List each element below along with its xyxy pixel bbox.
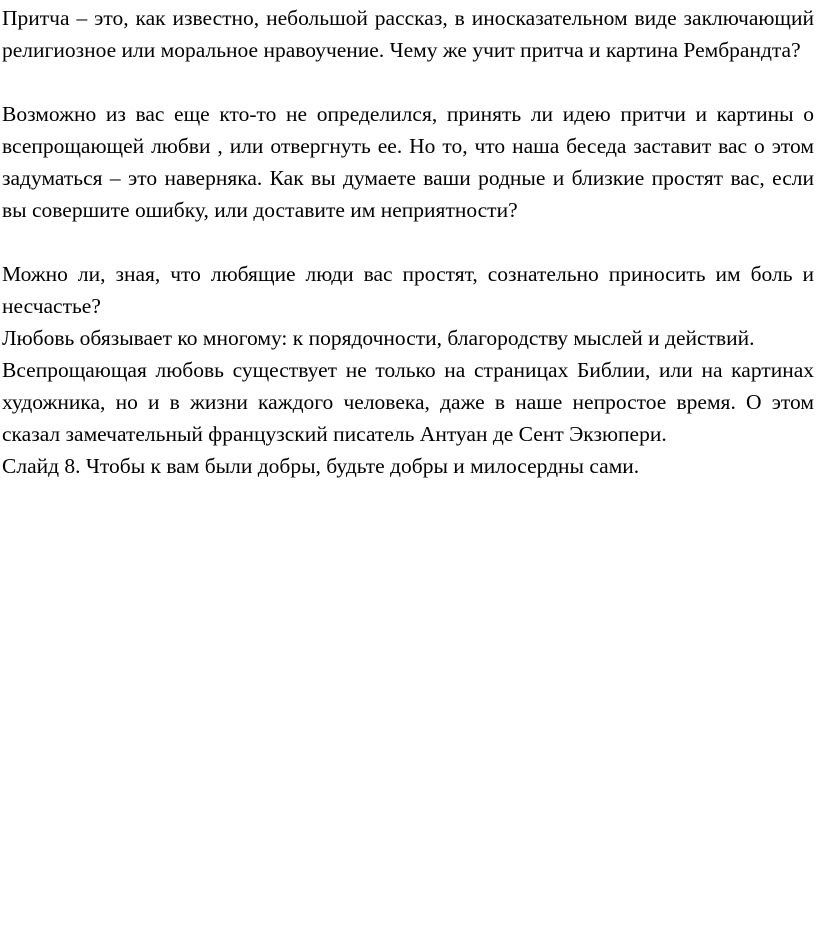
- paragraph-forgiving-love: Возможно из вас еще кто-то не определился, принять ли идею притчи и картины о всепрощающей любви , или отвергнуть ее. Но то, что наша беседа заставит вас о этом задуматься – это наверняка. Как вы думаете ваши родные и близкие простят вас, если вы совершите ошибку, или доставите им неприятности?: [2, 102, 814, 222]
- paragraph-slide-8: Слайд 8. Чтобы к вам были добры, будьте добры и милосердны сами.: [2, 454, 640, 478]
- paragraph-love-obliges: Любовь обязывает ко многому: к порядочности, благородству мыслей и действий.: [2, 326, 755, 350]
- paragraph-love-exists: Всепрощающая любовь существует не только на страницах Библии, или на картинах художника, но и в жизни каждого человека, даже в наше непростое время. О этом сказал замечательный французский писатель Антуан де Сент Экзюпери.: [2, 358, 814, 446]
- paragraph-spacer: [2, 66, 814, 98]
- paragraph-question: Можно ли, зная, что любящие люди вас простят, сознательно приносить им боль и несчастье?: [2, 262, 814, 318]
- paragraph-spacer: [2, 226, 814, 258]
- paragraph-parable-definition: Притча – это, как известно, небольшой рассказ, в иносказательном виде заключающий религиозное или моральное нравоучение. Чему же учит притча и картина Рембрандта?: [2, 6, 814, 62]
